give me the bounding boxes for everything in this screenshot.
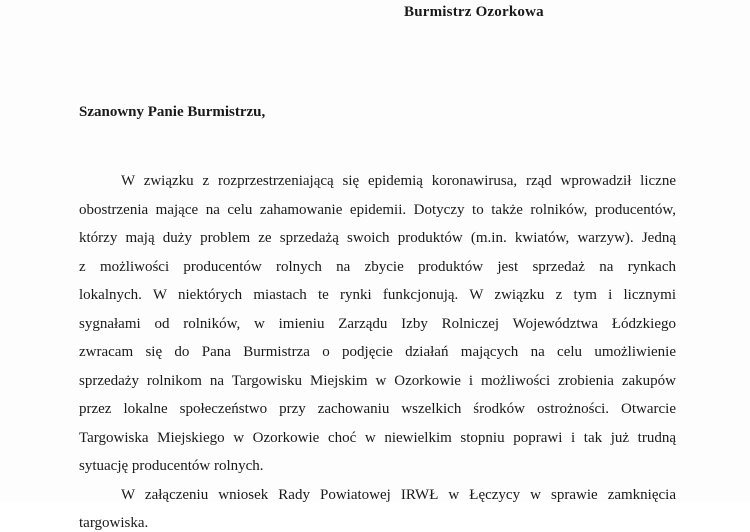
paragraph1-line: którzy mają duży problem ze sprzedażą swoich produktów (m.in. kwiatów, warzyw). Jedną xyxy=(79,230,676,246)
paragraph1-line: W związku z rozprzestrzeniającą się epidemią koronawirusa, rząd wprowadził liczne xyxy=(121,173,676,189)
paragraph1-line: sytuację producentów rolnych. xyxy=(79,458,264,474)
paragraph1-line: Targowiska Miejskiego w Ozorkowie choć w niewielkim stopniu poprawi i tak już trudną xyxy=(79,430,676,446)
paragraph1-line: zwracam się do Pana Burmistrza o podjęcie działań mających na celu umożliwienie xyxy=(79,344,676,360)
paragraph1-line: z możliwości producentów rolnych na zbycie produktów jest sprzedaż na rynkach xyxy=(79,259,676,275)
paragraph1-line: lokalnych. W niektórych miastach te rynki funkcjonują. W związku z tym i licznymi xyxy=(79,287,676,303)
paragraph1-line: sprzedaży rolnikom na Targowisku Miejskim w Ozorkowie i możliwości zrobienia zakupów xyxy=(79,373,676,389)
paragraph1-line: sygnałami od rolników, w imieniu Zarządu Izby Rolniczej Województwa Łódzkiego xyxy=(79,316,676,332)
addressee: Burmistrz Ozorkowa xyxy=(404,4,544,20)
paragraph1-line: obostrzenia mające na celu zahamowanie epidemii. Dotyczy to także rolników, producentów, xyxy=(79,202,676,218)
paragraph2-line: targowiska. xyxy=(79,515,149,531)
salutation: Szanowny Panie Burmistrzu, xyxy=(79,104,266,120)
paragraph2-line: W załączeniu wniosek Rady Powiatowej IRWŁ w Łęczycy w sprawie zamknięcia xyxy=(121,487,676,503)
paragraph1-line: przez lokalne społeczeństwo przy zachowaniu wszelkich środków ostrożności. Otwarcie xyxy=(79,401,676,417)
